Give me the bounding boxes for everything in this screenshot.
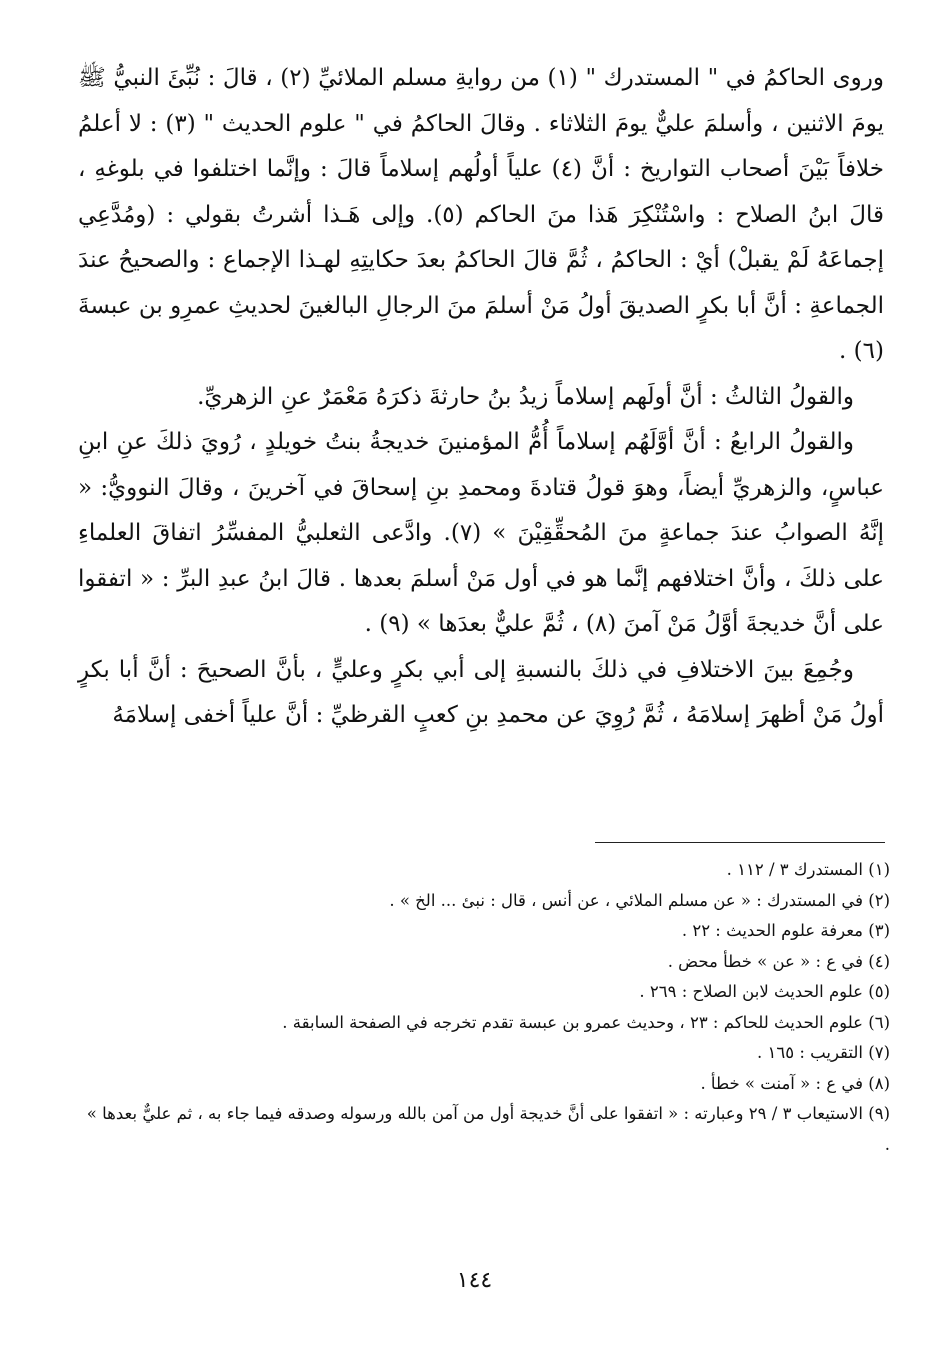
footnote-item: (٤) في ع : « عن » خطأ محض . [667, 951, 890, 971]
paragraph: وجُمِعَ بينَ الاختلافِ في ذلكَ بالنسبةِ إلى أبي بكرٍ وعليٍّ ، بأنَّ الصحيحَ : أنَّ أبا بكرٍ أولُ مَنْ أظهرَ إسلامَهُ ، ثُمَّ رُوِيَ عن محمدِ بنِ كعبٍ القرظيِّ : أنَّ علياً أخفى إسلامَهُ [78, 656, 884, 728]
paragraph: والقولُ الرابعُ : أنَّ أوَّلَهُم إسلاماً أُمُّ المؤمنينَ خديجةُ بنتُ خويلدٍ ، رُويَ ذلكَ عنِ ابنِ عباسٍ، والزهريِّ أيضاً، وهوَ قولُ قتادةَ ومحمدِ بنِ إسحاقَ في آخرينَ ، وقالَ النوويُّ: « إنَّهُ الصوابُ عندَ جماعةٍ منَ المُحقِّقِيْنَ » (٧). وادَّعى الثعلبيُّ المفسِّرُ اتفاقَ العلماءِ على ذلكَ ، وأنَّ اختلافهم إنَّما هو في أول مَنْ أسلمَ بعدها . قالَ ابنُ عبدِ البرِّ : « اتفقوا على أنَّ خديجةَ أوَّلُ مَنْ آمنَ (٨) ، ثُمَّ عليٌّ بعدَها » (٩) . [78, 429, 884, 637]
footnote-item: (٧) التقريب : ١٦٥ . [757, 1043, 890, 1062]
footnote-item: (٨) في ع : « آمنت » خطأ . [700, 1073, 890, 1093]
page-number: ١٤٤ [456, 1268, 493, 1293]
main-text [78, 56, 884, 739]
footnotes [80, 855, 890, 1160]
paragraph: وروى الحاكمُ في " المستدرك " (١) من روايةِ مسلم الملائيِّ (٢) ، قالَ : نُبِّئَ النبيُّ ﷺ يومَ الاثنين ، وأسلمَ عليٌّ يومَ الثلاثاء . وقالَ الحاكمُ في " علوم الحديث " (٣) : لا أعلمُ خلافاً بَيْنَ أصحاب التواريخ : أنَّ (٤) علياً أولُهم إسلاماً قالَ : وإنَّما اختلفوا في بلوغهِ ، قالَ ابنُ الصلاح : واسْتُنْكِرَ هَذا منَ الحاكم (٥). وإلى هَـذا أشرتُ بقولي : (ومُدَّعِي إجماعَهُ لَمْ يقبلْ) أيْ : الحاكمُ ، ثُمَّ قالَ الحاكمُ بعدَ حكايتِهِ لهـذا الإجماع : والصحيحُ عندَ الجماعةِ : أنَّ أبا بكرٍ الصديقَ أولُ مَنْ أسلمَ منَ الرجالِ البالغينَ لحديثِ عمرِو بن عبسةَ (٦) . [78, 65, 884, 364]
footnote-item: (٦) علوم الحديث للحاكم : ٢٣ ، وحديث عمرو بن عبسة تقدم تخرجه في الصفحة السابقة . [282, 1012, 890, 1032]
paragraph: والقولُ الثالثُ : أنَّ أولَهم إسلاماً زيدُ بنُ حارثةَ ذكرَهُ مَعْمَرٌ عنِ الزهريِّ. [197, 383, 854, 410]
footnote-divider [595, 842, 885, 843]
footnote-item: (٩) الاستيعاب ٣ / ٢٩ وعبارته : « اتفقوا على أنَّ خديجة أول من آمن بالله ورسوله وصدقه فيما جاء به ، ثم عليٌّ بعدها » . [86, 1104, 890, 1154]
footnote-item: (٣) معرفة علوم الحديث : ٢٢ . [681, 921, 890, 940]
footnote-item: (٥) علوم الحديث لابن الصلاح : ٢٦٩ . [639, 982, 890, 1001]
footnote-item: (٢) في المستدرك : « عن مسلم الملائي ، عن أنس ، قال : نبئ ... الخ » . [389, 890, 890, 910]
footnote-item: (١) المستدرك ٣ / ١١٢ . [726, 860, 890, 879]
